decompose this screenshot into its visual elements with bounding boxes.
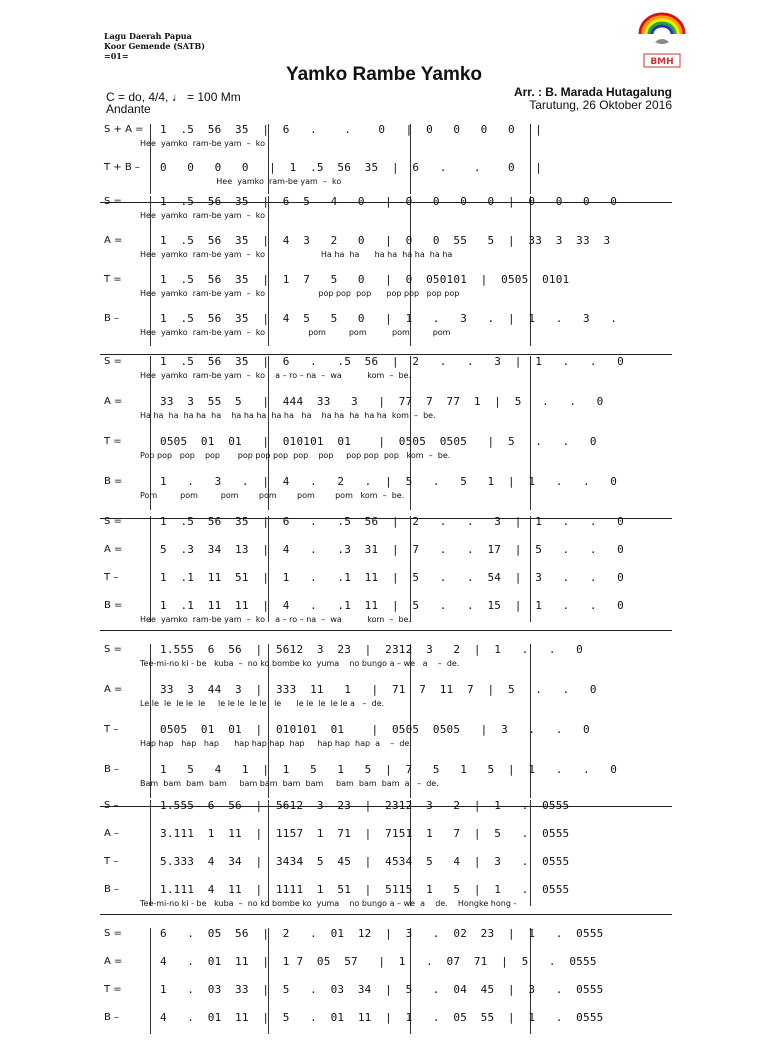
lyric-line: Hee yamko ram-be yam – ko [140, 177, 342, 186]
note-line: 0505 01 01 | 010101 01 | 0505 0505 | 5 . . 0 [160, 435, 597, 448]
lyric-line: Hee yamko ram-be yam – ko [140, 211, 265, 220]
tempo-marking: Andante [106, 102, 151, 116]
part-label: T = [104, 984, 122, 995]
part-label: T = [104, 436, 122, 447]
source-line-2: Koor Gemende (SATB) [104, 41, 206, 51]
part-label: S = [104, 356, 122, 367]
note-line: 1 .5 56 35 | 4 5 5 0 | 1 . 3 . | 1 . 3 . [160, 312, 618, 325]
note-line: 5 .3 34 13 | 4 . .3 31 | 7 . . 17 | 5 . . 0 [160, 543, 624, 556]
note-line: 1 .5 56 35 | 1 7 5 0 | 0 050101 | 0505 0101 [160, 273, 570, 286]
score-system [100, 800, 672, 912]
page-number: =01= [104, 51, 129, 61]
part-label: B – [104, 884, 120, 895]
part-label: B – [104, 313, 120, 324]
part-label: B – [104, 764, 120, 775]
note-line: 5.333 4 34 | 3434 5 45 | 4534 5 4 | 3 . 0555 [160, 855, 570, 868]
note-line: 33 3 55 5 | 444 33 3 | 77 7 77 1 | 5 . . 0 [160, 395, 604, 408]
part-label: B – [104, 1012, 120, 1023]
lyric-line: Hee yamko ram-be yam – ko pom pom pom pom [140, 328, 451, 337]
arranger: Arr. : B. Marada Hutagalung [513, 85, 672, 99]
lyric-line: Hee yamko ram-be yam – ko [140, 139, 265, 148]
system-bracket [150, 800, 151, 906]
note-line: 1.111 4 11 | 1111 1 51 | 5115 1 5 | 1 . 0555 [160, 883, 570, 896]
part-label: T – [104, 856, 119, 867]
system-bracket [150, 516, 151, 622]
part-label: S = [104, 196, 122, 207]
note-line: 1 .5 56 35 | 6 . .5 56 | 2 . . 3 | 1 . . 0 [160, 355, 624, 368]
note-line: 1 .1 11 11 | 4 . .1 11 | 5 . . 15 | 1 . . 0 [160, 599, 624, 612]
part-label: S – [104, 800, 119, 811]
score-system [100, 928, 672, 1040]
note-line: 1 . 03 33 | 5 . 03 34 | 5 . 04 45 | 3 . 0555 [160, 983, 604, 996]
part-label: B = [104, 600, 123, 611]
note-line: 1 .5 56 35 | 6 5 4 0 | 0 0 0 0 | 0 0 0 0 [160, 195, 618, 208]
bmh-logo [638, 12, 686, 70]
key-signature: C = do, 4/4, ♩ = 100 Mm [106, 90, 241, 104]
part-label: B = [104, 476, 123, 487]
system-divider [100, 630, 672, 631]
part-label: A = [104, 956, 123, 967]
note-line: 4 . 01 11 | 1 7 05 57 | 1 . 07 71 | 5 . 0555 [160, 955, 597, 968]
part-label: A – [104, 828, 120, 839]
note-line: 0 0 0 0 | 1 .5 56 35 | 6 . . 0 | [160, 161, 543, 174]
lyric-line: Hee yamko ram-be yam – ko Ha ha ha ha ha ha ha ha ha [140, 250, 453, 259]
note-line: 1 .5 56 35 | 6 . .5 56 | 2 . . 3 | 1 . . 0 [160, 515, 624, 528]
part-label: T + B – [104, 162, 140, 173]
part-label: S = [104, 516, 122, 527]
place-date: Tarutung, 26 Oktober 2016 [529, 98, 672, 112]
note-line: 1 . 3 . | 4 . 2 . | 5 . 5 1 | 1 . . 0 [160, 475, 618, 488]
note-line: 1.555 6 56 | 5612 3 23 | 2312 3 2 | 1 . . 0 [160, 643, 583, 656]
source-line-1: Lagu Daerah Papua [104, 31, 192, 41]
lyric-line: Hap hap hap hap hap hap hap hap hap hap hap a – de. [140, 739, 412, 748]
part-label: S = [104, 644, 122, 655]
part-label: T – [104, 724, 119, 735]
note-line: 3.111 1 11 | 1157 1 71 | 7151 1 7 | 5 . 0555 [160, 827, 570, 840]
note-line: 1 .5 56 35 | 6 . . 0 | 0 0 0 0 | [160, 123, 543, 136]
lyric-line: Bam bam bam bam bam bam bam bam bam bam bam a – de. [140, 779, 439, 788]
lyric-line: Hee yamko ram-be yam – ko pop pop pop pop pop pop pop [140, 289, 460, 298]
note-line: 1 5 4 1 | 1 5 1 5 | 7 5 1 5 | 1 . . 0 [160, 763, 618, 776]
lyric-line: Pom pom pom pom pom pom kom – be. [140, 491, 405, 500]
note-line: 1.555 6 56 | 5612 3 23 | 2312 3 2 | 1 . 0555 [160, 799, 570, 812]
note-line: 1 .5 56 35 | 4 3 2 0 | 0 0 55 5 | 33 3 33 3 [160, 234, 611, 247]
lyric-line: Hee yamko ram-be yam – ko a – ro – na – wa kom – be. [140, 615, 411, 624]
logo-text: BMH [650, 57, 674, 67]
lyric-line: Tee-mi-no ki - be kuba – no ko bombe ko yuma no bungo a – we a – de. [140, 659, 460, 668]
lyric-line: Pop pop pop pop pop pop pop pop pop pop pop pop kom – be. [140, 451, 451, 460]
note-line: 33 3 44 3 | 333 11 1 | 71 7 11 7 | 5 . . 0 [160, 683, 597, 696]
lyric-line: Hee yamko ram-be yam – ko a – ro – na – wa kom – be. [140, 371, 411, 380]
part-label: A = [104, 544, 123, 555]
page-title: Yamko Rambe Yamko [285, 64, 483, 85]
part-label: S + A = [104, 124, 144, 135]
score-system [100, 516, 672, 628]
system-divider [100, 914, 672, 915]
part-label: A = [104, 684, 123, 695]
part-label: T = [104, 274, 122, 285]
lyric-line: Tee-mi-no ki - be kuba – no ko bombe ko yuma no bungo a – we a de. Hongke hong - [140, 899, 517, 908]
note-line: 6 . 05 56 | 2 . 01 12 | 3 . 02 23 | 1 . 0555 [160, 927, 604, 940]
note-line: 4 . 01 11 | 5 . 01 11 | 1 . 05 55 | 1 . 0555 [160, 1011, 604, 1024]
lyric-line: Ha ha ha ha ha ha ha ha ha ha ha ha ha ha ha ha ha kom – be. [140, 411, 436, 420]
part-label: T – [104, 572, 119, 583]
score-system [100, 356, 672, 516]
part-label: A = [104, 235, 123, 246]
note-line: 1 .1 11 51 | 1 . .1 11 | 5 . . 54 | 3 . . 0 [160, 571, 624, 584]
part-label: A = [104, 396, 123, 407]
lyric-line: Le le le le le le le le le le le le le le le le le a – de. [140, 699, 385, 708]
score-system [100, 124, 672, 200]
note-line: 0505 01 01 | 010101 01 | 0505 0505 | 3 . . 0 [160, 723, 590, 736]
score-system [100, 644, 672, 804]
system-bracket [150, 928, 151, 1034]
part-label: S = [104, 928, 122, 939]
score-system [100, 196, 672, 352]
